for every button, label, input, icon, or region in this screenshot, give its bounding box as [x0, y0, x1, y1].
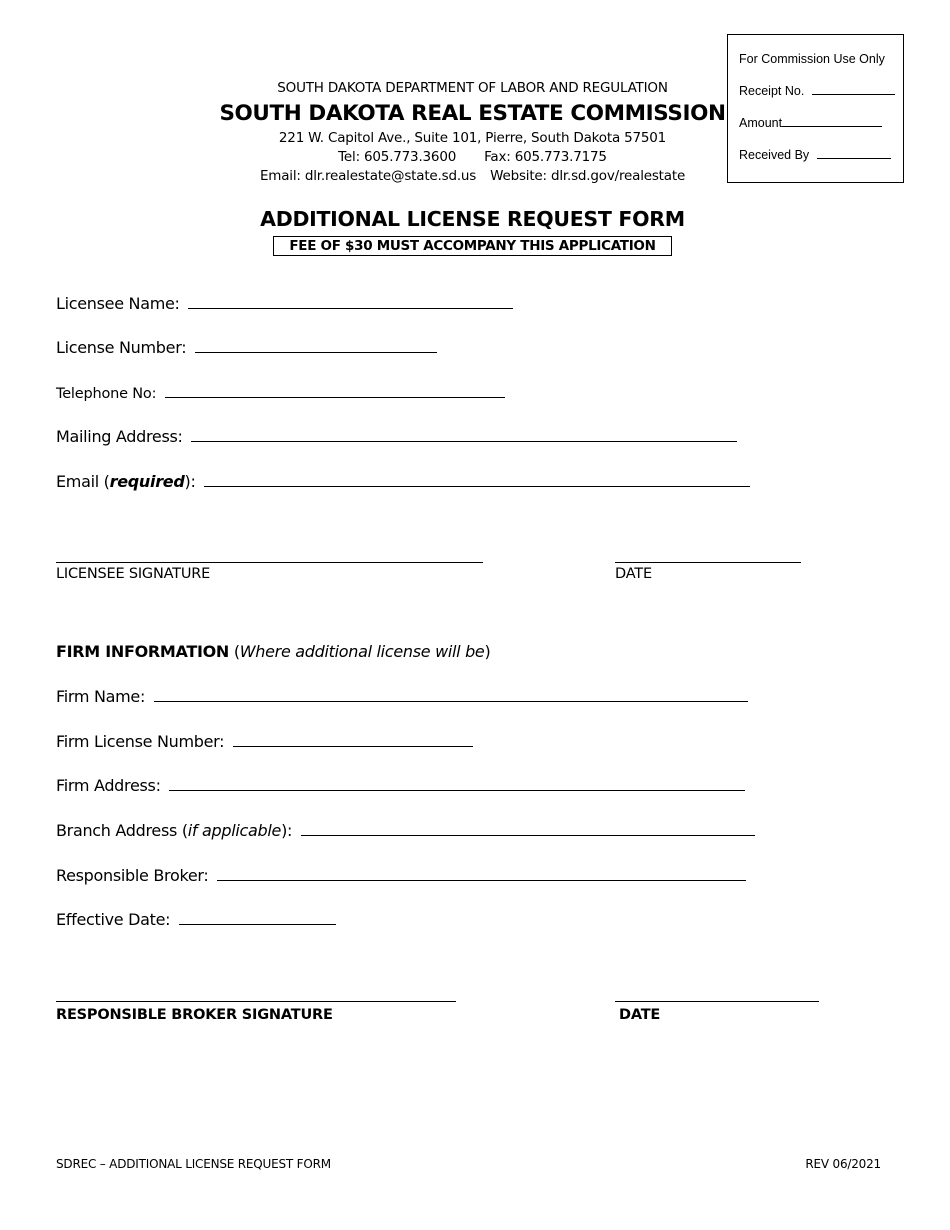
license-number-row [56, 338, 437, 357]
licensee-signature-label: LICENSEE SIGNATURE [56, 566, 211, 582]
license-number-label: License Number: [56, 338, 187, 357]
commission-name: SOUTH DAKOTA REAL ESTATE COMMISSION [219, 101, 726, 126]
email-field[interactable] [204, 472, 750, 487]
footer-revision: REV 06/2021 [805, 1157, 881, 1171]
receipt-no-label: Receipt No. [739, 84, 805, 98]
licensee-date-line[interactable] [615, 562, 801, 563]
fax: Fax: 605.773.7175 [484, 149, 607, 165]
firm-section-heading: FIRM INFORMATION (Where additional license will be) [56, 642, 491, 661]
commission-address: 221 W. Capitol Ave., Suite 101, Pierre, South Dakota 57501 [278, 130, 667, 146]
contact-web-row [0, 168, 945, 184]
branch-address-label: Branch Address (if applicable): [56, 821, 293, 840]
email-required-note: required [109, 472, 185, 491]
firm-section-title: FIRM INFORMATION [56, 642, 230, 661]
license-number-field[interactable] [195, 338, 437, 353]
department-name: SOUTH DAKOTA DEPARTMENT OF LABOR AND REGULATION [277, 80, 668, 96]
broker-date-label: DATE [619, 1007, 661, 1023]
licensee-name-label: Licensee Name: [56, 294, 180, 313]
firm-address-field[interactable] [169, 776, 745, 791]
effective-date-row [56, 910, 336, 929]
telephone-label: Telephone No: [56, 386, 157, 402]
commission-use-title: For Commission Use Only [739, 52, 885, 66]
licensee-signature-line[interactable] [56, 562, 483, 563]
mailing-address-field[interactable] [191, 427, 737, 442]
firm-license-number-row [56, 732, 473, 751]
telephone-row [56, 383, 505, 402]
responsible-broker-field[interactable] [217, 866, 746, 881]
effective-date-label: Effective Date: [56, 910, 171, 929]
firm-license-number-label: Firm License Number: [56, 732, 225, 751]
broker-date-line[interactable] [615, 1001, 819, 1002]
fee-notice: FEE OF $30 MUST ACCOMPANY THIS APPLICATION [273, 236, 672, 256]
received-by-label: Received By [739, 148, 810, 162]
firm-address-label: Firm Address: [56, 776, 161, 795]
contact-phone-row [0, 149, 945, 165]
firm-address-row [56, 776, 745, 795]
licensee-date-label: DATE [615, 566, 652, 582]
email-label: Email (required): [56, 472, 196, 491]
branch-address-row [56, 821, 755, 840]
mailing-address-row [56, 427, 737, 446]
broker-signature-line[interactable] [56, 1001, 456, 1002]
branch-address-note: if applicable [187, 821, 282, 840]
licensee-name-field[interactable] [188, 294, 513, 309]
mailing-address-label: Mailing Address: [56, 427, 183, 446]
responsible-broker-label: Responsible Broker: [56, 866, 209, 885]
contact-email: Email: dlr.realestate@state.sd.us [259, 168, 477, 184]
firm-name-row [56, 687, 748, 706]
firm-name-label: Firm Name: [56, 687, 146, 706]
telephone: Tel: 605.773.3600 [338, 149, 457, 165]
email-row [56, 472, 750, 491]
firm-section-note: Where additional license will be [239, 642, 485, 661]
responsible-broker-row [56, 866, 746, 885]
telephone-field[interactable] [165, 383, 505, 398]
amount-label: Amount [739, 116, 783, 130]
firm-name-field[interactable] [154, 687, 748, 702]
licensee-name-row [56, 294, 513, 313]
effective-date-field[interactable] [179, 910, 336, 925]
website: Website: dlr.sd.gov/realestate [490, 168, 686, 184]
broker-signature-label: RESPONSIBLE BROKER SIGNATURE [56, 1007, 333, 1023]
firm-license-number-field[interactable] [233, 732, 473, 747]
branch-address-field[interactable] [301, 821, 755, 836]
form-title: ADDITIONAL LICENSE REQUEST FORM [260, 207, 685, 231]
footer-form-name: SDREC – ADDITIONAL LICENSE REQUEST FORM [56, 1157, 331, 1171]
